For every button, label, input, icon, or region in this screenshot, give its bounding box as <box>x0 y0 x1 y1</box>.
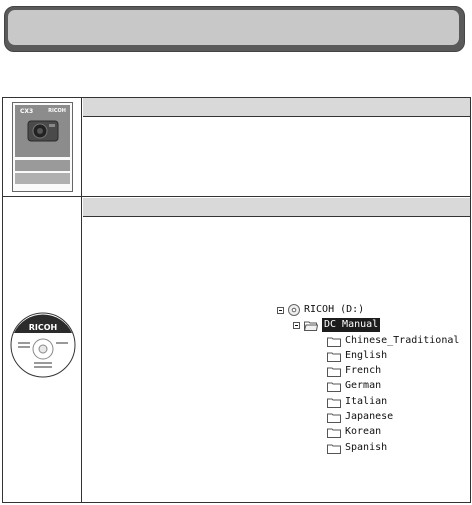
tree-node-language[interactable] <box>327 425 381 439</box>
tree-label-language: Chinese_Traditional <box>345 335 460 346</box>
booklet-band <box>15 160 70 171</box>
column-divider <box>81 98 82 502</box>
tree-label-language: Japanese <box>345 411 394 422</box>
folder-icon <box>327 381 341 392</box>
collapse-toggle-icon[interactable] <box>277 307 284 314</box>
tree-label-dc-manual: DC Manual <box>324 319 379 330</box>
folder-open-icon <box>304 320 318 331</box>
row-divider <box>3 196 470 197</box>
row2-header-band <box>83 198 470 217</box>
folder-icon <box>327 443 341 454</box>
booklet-band <box>15 173 70 184</box>
tree-node-language[interactable] <box>327 441 387 455</box>
collapse-toggle-icon[interactable] <box>293 322 300 329</box>
cd-brand-label: RICOH <box>28 323 58 332</box>
camera-guide-booklet-image <box>12 102 73 192</box>
booklet-brand-label: RICOH <box>48 108 66 114</box>
folder-icon <box>327 351 341 362</box>
folder-icon <box>327 427 341 438</box>
folder-icon <box>327 412 341 423</box>
tree-label-root: RICOH (D:) <box>304 304 365 315</box>
row1-header-band <box>83 98 470 117</box>
cd-disc-icon <box>10 312 76 378</box>
tree-label-language: German <box>345 380 382 391</box>
booklet-model-label: CX3 <box>20 108 34 115</box>
tree-node-language[interactable] <box>327 379 381 393</box>
tree-node-language[interactable] <box>327 334 459 348</box>
tree-label-language: Korean <box>345 426 382 437</box>
title-banner-inner <box>8 10 459 45</box>
tree-label-language: Italian <box>345 396 388 407</box>
folder-icon <box>327 397 341 408</box>
camera-icon <box>15 105 72 157</box>
tree-label-language: Spanish <box>345 442 388 453</box>
tree-label-language: English <box>345 350 388 361</box>
folder-icon <box>327 366 341 377</box>
booklet-cover-panel <box>15 105 70 157</box>
folder-icon <box>327 336 341 347</box>
info-table <box>2 97 471 503</box>
cd-drive-icon <box>288 304 300 316</box>
tree-node-language[interactable] <box>327 364 381 378</box>
tree-node-language[interactable] <box>327 410 393 424</box>
tree-node-language[interactable] <box>327 349 387 363</box>
tree-node-dc-manual[interactable] <box>293 318 380 332</box>
tree-node-language[interactable] <box>327 395 387 409</box>
tree-label-language: French <box>345 365 382 376</box>
software-cd-image <box>10 312 76 378</box>
tree-node-root[interactable] <box>277 303 364 317</box>
title-banner <box>4 6 465 52</box>
